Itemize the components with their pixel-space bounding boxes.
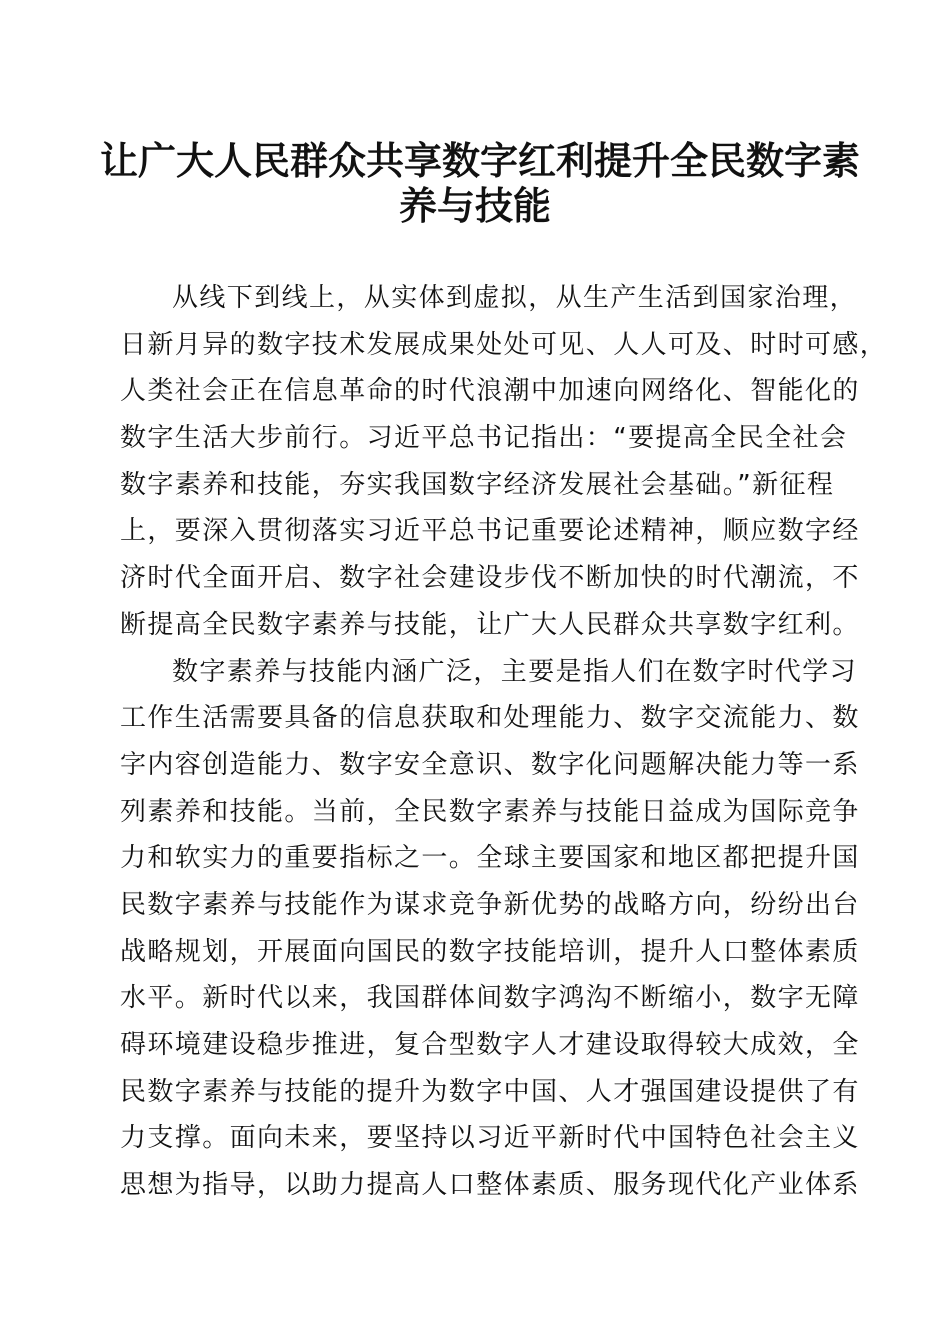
paragraph-line: 数字生活大步前行。习近平总书记指出：“要提高全民全社会 xyxy=(120,423,848,454)
paragraph-line: 济时代全面开启、数字社会建设步伐不断加快的时代潮流，不 xyxy=(120,563,860,594)
paragraph-line: 思想为指导，以助力提高人口整体素质、服务现代化产业体系 xyxy=(120,1170,860,1201)
paragraph-line: 水平。新时代以来，我国群体间数字鸿沟不断缩小，数字无障 xyxy=(120,983,860,1014)
document-title-line-1: 让广大人民群众共享数字红利提升全民数字素 xyxy=(100,138,861,183)
paragraph-line: 断提高全民数字素养与技能，让广大人民群众共享数字红利。 xyxy=(120,609,860,640)
paragraph-2 xyxy=(120,649,860,1209)
paragraph-line: 民数字素养与技能的提升为数字中国、人才强国建设提供了有 xyxy=(120,1076,860,1107)
paragraph-line: 上，要深入贯彻落实习近平总书记重要论述精神，顺应数字经 xyxy=(120,516,860,547)
paragraph-line: 数字素养与技能内涵广泛，主要是指人们在数字时代学习 xyxy=(172,656,858,687)
paragraph-line: 力和软实力的重要指标之一。全球主要国家和地区都把提升国 xyxy=(120,843,860,874)
paragraph-line: 从线下到线上，从实体到虚拟，从生产生活到国家治理， xyxy=(172,283,858,313)
document-title-line-2: 养与技能 xyxy=(398,183,551,228)
paragraph-line: 字内容创造能力、数字安全意识、数字化问题解决能力等一系 xyxy=(120,749,860,780)
paragraph-line: 工作生活需要具备的信息获取和处理能力、数字交流能力、数 xyxy=(120,703,860,734)
document-body xyxy=(120,275,888,1209)
paragraph-line: 列素养和技能。当前，全民数字素养与技能日益成为国际竞争 xyxy=(120,796,860,827)
paragraph-line: 碍环境建设稳步推进，复合型数字人才建设取得较大成效，全 xyxy=(120,1030,860,1060)
paragraph-1 xyxy=(120,275,888,649)
paragraph-line: 民数字素养与技能作为谋求竞争新优势的战略方向，纷纷出台 xyxy=(120,889,860,920)
paragraph-line: 日新月异的数字技术发展成果处处可见、人人可及、时时可感， xyxy=(120,329,888,360)
paragraph-line: 数字素养和技能，夯实我国数字经济发展社会基础。”新征程 xyxy=(120,469,835,500)
paragraph-line: 战略规划，开展面向国民的数字技能培训，提升人口整体素质 xyxy=(120,936,860,967)
paragraph-line: 人类社会正在信息革命的时代浪潮中加速向网络化、智能化的 xyxy=(120,376,860,407)
paragraph-line: 力支撑。面向未来，要坚持以习近平新时代中国特色社会主义 xyxy=(120,1123,860,1154)
